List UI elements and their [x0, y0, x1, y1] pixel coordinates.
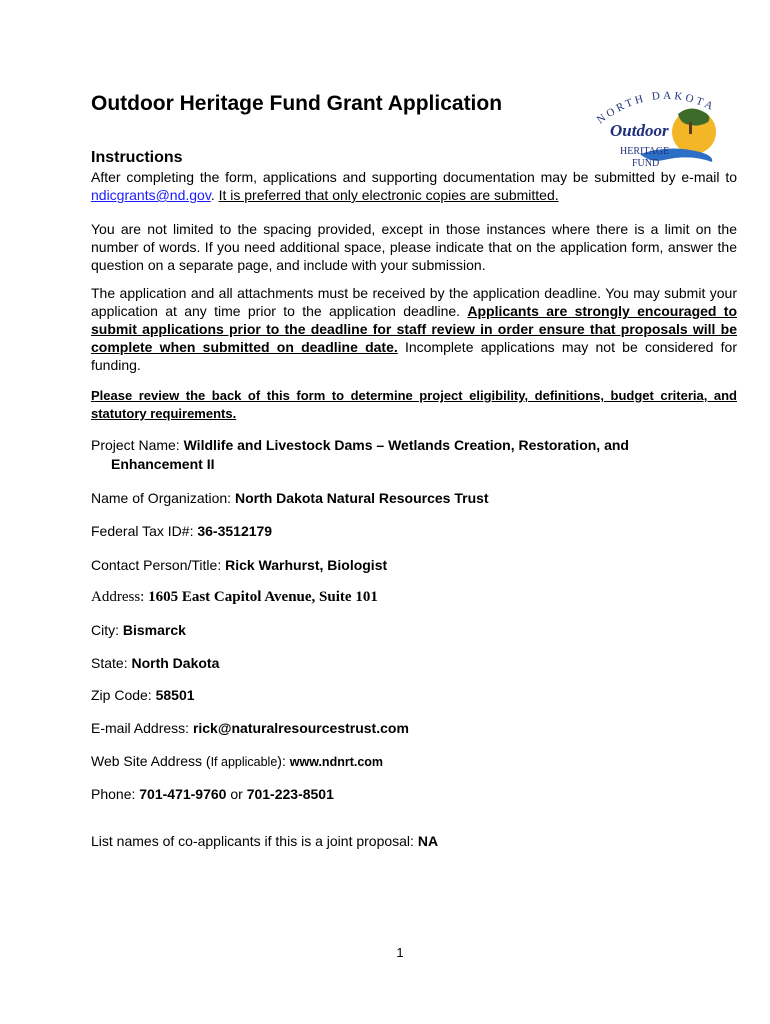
website-field: Web Site Address (If applicable): www.ndnrt.com [91, 753, 384, 769]
logo-script-text: Outdoor [610, 121, 669, 140]
instructions-paragraph-4: Please review the back of this form to determine project eligibility, definitions, budget criteria, and statutory requirements. [91, 388, 737, 421]
phone-field: Phone: 701-471-9760 or 701-223-8501 [91, 786, 334, 802]
page-number: 1 [396, 945, 404, 960]
organization-field: Name of Organization: North Dakota Natural Resources Trust [91, 490, 489, 506]
instructions-paragraph-3: The application and all attachments must be received by the application deadline. You may submit your application at any time prior to the application deadline. Applicants are strongly encouraged to submit applications prior to the deadline for staff review in order ensure that proposals will be complete when submitted on deadline date. Incomplete applications may not be considered for funding. [91, 285, 737, 373]
email-field: E-mail Address: rick@naturalresourcestrust.com [91, 720, 409, 736]
outdoor-heritage-fund-logo [590, 84, 730, 174]
city-field: City: Bismarck [91, 622, 186, 638]
ndic-email-link[interactable]: ndicgrants@nd.gov [91, 187, 211, 203]
address-field: Address: 1605 East Capitol Avenue, Suite 101 [91, 589, 378, 605]
logo-heritage-text: HERITAGE [620, 146, 670, 157]
logo-fund-text: FUND [632, 158, 660, 169]
contact-field: Contact Person/Title: Rick Warhurst, Biologist [91, 557, 388, 573]
project-name-field: Project Name: Wildlife and Livestock Dams – Wetlands Creation, Restoration, and Enhancement II [91, 437, 629, 472]
instructions-paragraph-2: You are not limited to the spacing provided, except in those instances where there is a limit on the number of words. If you need additional space, please indicate that on the application form, answer the question on a separate page, and include with your submission. [91, 221, 737, 273]
zip-field: Zip Code: 58501 [91, 687, 195, 703]
instructions-paragraph-1: After completing the form, applications and supporting documentation may be submitted by e-mail to ndicgrants@nd.gov. It is preferred that only electronic copies are submitted. [91, 169, 737, 203]
coapplicants-field: List names of co-applicants if this is a joint proposal: NA [91, 833, 439, 849]
tax-id-field: Federal Tax ID#: 36-3512179 [91, 523, 273, 539]
instructions-heading: Instructions [91, 149, 183, 166]
state-field: State: North Dakota [91, 655, 220, 671]
page-title: Outdoor Heritage Fund Grant Application [91, 92, 503, 115]
logo-arc-text: NORTH DAKOTA [594, 89, 718, 127]
